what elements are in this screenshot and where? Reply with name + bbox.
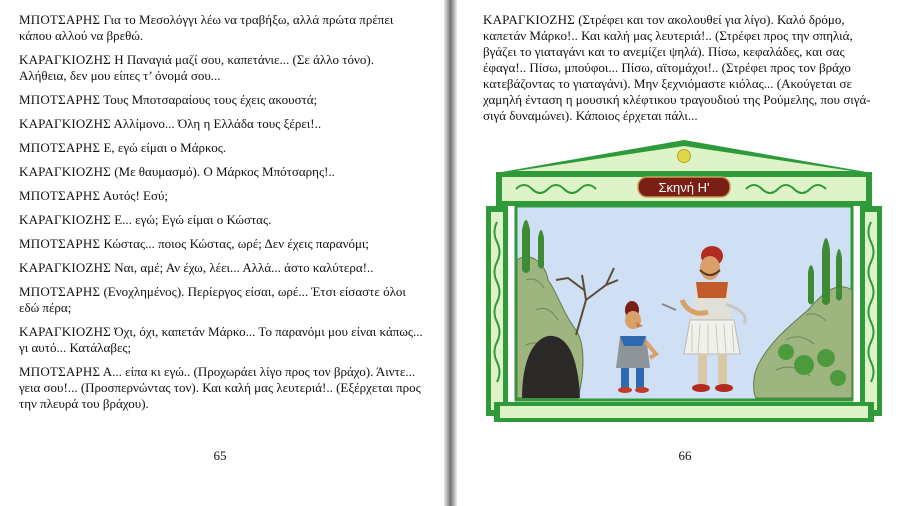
dialogue-text: Ναι, αμέ; Αν έχω, λέει... Αλλά... άστο καλύτερα!..: [114, 260, 374, 275]
dialogue-line: [19, 236, 424, 252]
dialogue-line: [19, 364, 424, 412]
page-number-right: 66: [678, 448, 692, 463]
dialogue-line: [19, 164, 424, 180]
dialogue-text: Ε, εγώ είμαι ο Μάρκος.: [103, 140, 227, 155]
speaker-name: ΚΑΡΑΓΚΙΟΖΗΣ: [483, 12, 575, 27]
dialogue-line: [19, 12, 424, 44]
dialogue-line: [19, 116, 424, 132]
dialogue-line: [19, 284, 424, 316]
shadow-theatre-illustration: [486, 140, 882, 422]
speaker-name: ΜΠΟΤΣΑΡΗΣ: [19, 284, 101, 299]
dialogue-line: [19, 52, 424, 84]
dialogue-text: Για το Μεσολόγγι λέω να τραβήξω, αλλά πρώτα πρέπει κάπου αλλού να βρεθώ.: [19, 12, 394, 43]
speaker-name: ΚΑΡΑΓΚΙΟΖΗΣ: [19, 260, 111, 275]
dialogue-line: [19, 260, 424, 276]
right-page: [457, 0, 901, 506]
speaker-name: ΜΠΟΤΣΑΡΗΣ: [19, 140, 101, 155]
dialogue-line: [19, 212, 424, 228]
dialogue-text: Κώστας... ποιος Κώστας, ωρέ; Δεν έχεις παρανόμι;: [103, 236, 370, 251]
right-dialogue: [483, 12, 883, 124]
speaker-name: ΜΠΟΤΣΑΡΗΣ: [19, 188, 101, 203]
cypress-right: [822, 238, 830, 305]
dialogue-line: [19, 92, 424, 108]
dialogue-text: Αλλίμονο... Όλη η Ελλάδα τους ξέρει!..: [113, 116, 322, 131]
speaker-name: ΜΠΟΤΣΑΡΗΣ: [19, 236, 101, 251]
speaker-name: ΜΠΟΤΣΑΡΗΣ: [19, 92, 101, 107]
dialogue-text: Α... είπα κι εγώ.. (Προχωράει λίγο προς τον βράχο). Άιντε... γεια σου!... (Προσπερνώντας τον). Και καλή μας λευτεριά!.. (Εξέρχεται προς την πλευρά του βράχου).: [19, 364, 421, 411]
speaker-name: ΚΑΡΑΓΚΙΟΖΗΣ: [19, 212, 111, 227]
dialogue-text: Η Παναγιά μαζί σου, καπετάνιε... (Σε άλλο τόνο). Αλήθεια, δεν μου είπες τ’ όνομά σου...: [19, 52, 374, 83]
dialogue-line: [19, 324, 424, 356]
page-number-left: 65: [213, 448, 227, 463]
dialogue-text: (Στρέφει και τον ακολουθεί για λίγο). Καλό δρόμο, καπετάν Μάρκο!.. Και καλή μας λευτεριά!.. (Στρέφει προς την σπηλιά, βγάζει το γιαταγάνι και το ανεμίζει ψηλά). Πίσω, κεφαλάδες, και σας έφαγα!.. Πίσω, μπούφοι... Πίσω, αϊτομάχοι!.. (Στρέφει προς τον βράχο κατεβάζοντας το γιαταγάνι). Μην ξεχνιόμαστε κιόλας... (Ακούγεται σε χαμηλή ένταση η μουσική κλέφτικου τραγουδιού της Ρούμελης, που σιγά-σιγά δυναμώνει). Κάποιος έρχεται πάλι...: [483, 12, 871, 123]
scene-label: Σκηνή Η': [658, 180, 710, 195]
dialogue-line: [483, 12, 883, 124]
dialogue-text: Ε... εγώ; Εγώ είμαι ο Κώστας.: [114, 212, 272, 227]
dialogue-text: Αυτός! Εσύ;: [102, 188, 169, 203]
speaker-name: ΚΑΡΑΓΚΙΟΖΗΣ: [19, 116, 111, 131]
dialogue-text: Τους Μποτσαραίους τους έχεις ακουστά;: [103, 92, 318, 107]
speaker-name: ΚΑΡΑΓΚΙΟΖΗΣ: [19, 164, 111, 179]
dialogue-line: [19, 188, 424, 204]
left-page: [0, 0, 444, 506]
speaker-name: ΚΑΡΑΓΚΙΟΖΗΣ: [19, 52, 111, 67]
left-dialogue: [19, 12, 424, 412]
speaker-name: ΚΑΡΑΓΚΙΟΖΗΣ: [19, 324, 111, 339]
pediment-ornament: [678, 150, 691, 163]
speaker-name: ΜΠΟΤΣΑΡΗΣ: [19, 364, 101, 379]
cypress-left: [522, 220, 530, 273]
book-gutter: [444, 0, 457, 506]
dialogue-line: [19, 140, 424, 156]
dialogue-text: (Ενοχλημένος). Περίεργος είσαι, ωρέ... Έτσι είσαστε όλοι εδώ πέρα;: [19, 284, 406, 315]
speaker-name: ΜΠΟΤΣΑΡΗΣ: [19, 12, 101, 27]
dialogue-text: (Με θαυμασμό). Ο Μάρκος Μπότσαρης!..: [114, 164, 335, 179]
dialogue-text: Όχι, όχι, καπετάν Μάρκο... Το παρανόμι μου είναι κάπως... γι αυτό... Κατάλαβες;: [19, 324, 423, 355]
